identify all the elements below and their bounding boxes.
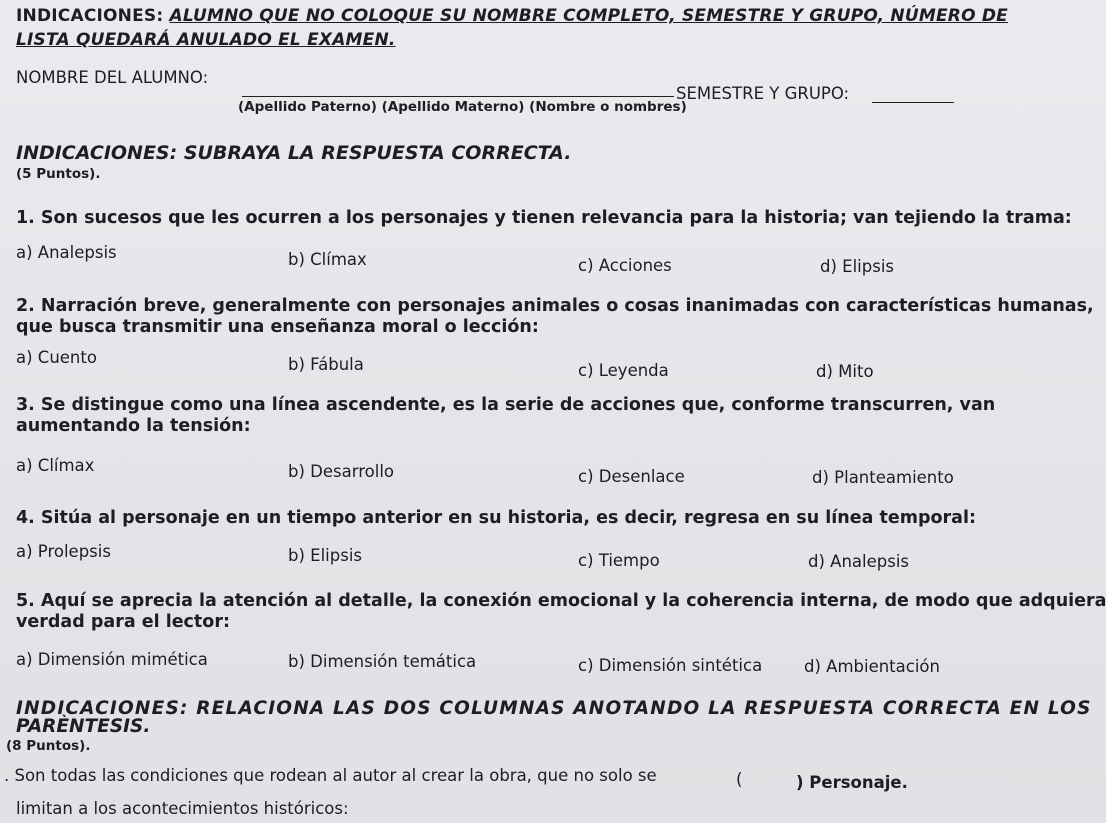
q1-option-c[interactable]: c) Acciones [578,256,672,275]
question-2-line-2: que busca transmitir una enseñanza moral o lección: [16,317,539,337]
q3-option-a[interactable]: a) Clímax [16,456,95,475]
q4-option-b[interactable]: b) Elipsis [288,546,363,565]
semester-group-label: SEMESTRE Y GRUPO: [676,84,850,103]
question-3-line-1: 3. Se distingue como una línea ascendente, es la serie de acciones que, conforme transcurren, van [16,395,996,415]
q2-option-c[interactable]: c) Leyenda [578,361,669,380]
match-item-1-line-2: limitan a los acontecimientos históricos: [16,799,349,818]
warning-text: ALUMNO QUE NO COLOQUE SU NOMBRE COMPLETO, SEMESTRE Y GRUPO, NÚMERO DE [169,6,1008,26]
q5-option-a[interactable]: a) Dimensión mimética [16,650,208,669]
q3-option-b[interactable]: b) Desarrollo [288,462,394,481]
question-4: 4. Sitúa al personaje en un tiempo anterior en su historia, es decir, regresa en su línea temporal: [16,508,976,528]
student-name-label: NOMBRE DEL ALUMNO: [16,68,209,87]
q2-option-b[interactable]: b) Fábula [288,355,364,374]
warning-prefix: INDICACIONES: [16,6,164,26]
question-5-line-2: verdad para el lector: [16,612,230,632]
q5-option-d[interactable]: d) Ambientación [804,657,940,676]
warning-line-2: LISTA QUEDARÁ ANULADO EL EXAMEN. [16,30,396,50]
name-field-hints: (Apellido Paterno) (Apellido Materno) (Nombre o nombres) [238,99,687,115]
semester-group-field[interactable] [872,102,954,103]
q5-option-c[interactable]: c) Dimensión sintética [578,656,763,675]
section2-points: (8 Puntos). [6,738,91,754]
q4-option-c[interactable]: c) Tiempo [578,551,660,570]
question-5-line-1: 5. Aquí se aprecia la atención al detalle, la conexión emocional y la coherencia interna, de modo que adquiera [16,591,1106,611]
q5-option-b[interactable]: b) Dimensión temática [288,652,477,671]
q3-option-d[interactable]: d) Planteamiento [812,468,954,487]
q2-option-d[interactable]: d) Mito [816,362,874,381]
match-item-1-line-1: . Son todas las condiciones que rodean al autor al crear la obra, que no solo se [4,766,657,785]
match-answer-personaje: ) Personaje. [796,773,908,792]
section1-instruction: INDICACIONES: SUBRAYA LA RESPUESTA CORRECTA. [16,142,572,164]
answer-paren-open[interactable]: ( [736,770,743,789]
q2-option-a[interactable]: a) Cuento [16,348,97,367]
question-3-line-2: aumentando la tensión: [16,416,251,436]
student-name-field[interactable] [242,96,674,97]
q1-option-d[interactable]: d) Elipsis [820,257,895,276]
q1-option-a[interactable]: a) Analepsis [16,243,117,262]
q1-option-b[interactable]: b) Clímax [288,250,367,269]
question-2-line-1: 2. Narración breve, generalmente con personajes animales o cosas inanimadas con características humanas, [16,296,1094,316]
section2-instruction-line-2: PARÈNTESIS. [16,716,151,737]
warning-line-1 [16,6,1008,26]
question-1: 1. Son sucesos que les ocurren a los personajes y tienen relevancia para la historia; van tejiendo la trama: [16,208,1072,228]
q4-option-d[interactable]: d) Analepsis [808,552,909,571]
q3-option-c[interactable]: c) Desenlace [578,467,685,486]
section2-instruction-line-1: INDICACIONES: RELACIONA LAS DOS COLUMNAS ANOTANDO LA RESPUESTA CORRECTA EN LOS [16,698,1092,719]
q4-option-a[interactable]: a) Prolepsis [16,542,111,561]
section1-points: (5 Puntos). [16,166,101,182]
